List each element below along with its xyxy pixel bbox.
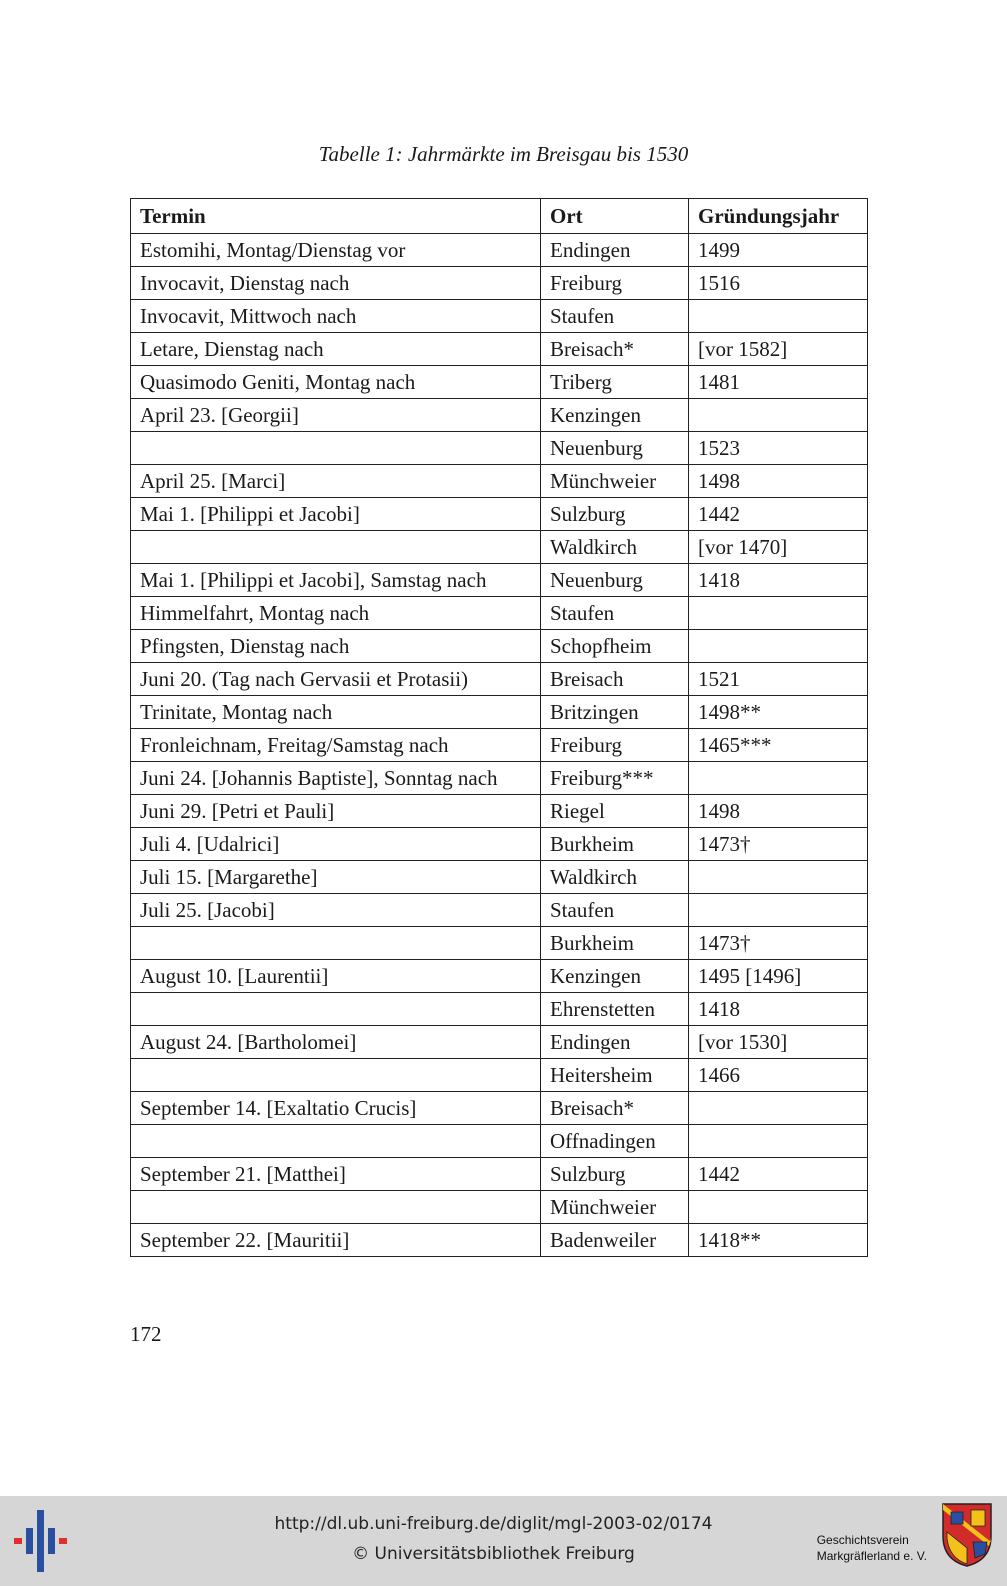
cell-termin: Estomihi, Montag/Dienstag vor bbox=[131, 234, 541, 267]
header-ort: Ort bbox=[541, 199, 689, 234]
cell-ort: Britzingen bbox=[541, 696, 689, 729]
cell-ort: Waldkirch bbox=[541, 861, 689, 894]
header-termin: Termin bbox=[131, 199, 541, 234]
cell-termin bbox=[131, 1059, 541, 1092]
cell-gruendungsjahr: 1418 bbox=[689, 564, 868, 597]
cell-termin: April 25. [Marci] bbox=[131, 465, 541, 498]
table-row bbox=[131, 1191, 868, 1224]
cell-ort: Ehrenstetten bbox=[541, 993, 689, 1026]
table-row bbox=[131, 828, 868, 861]
cell-ort: Endingen bbox=[541, 234, 689, 267]
cell-ort: Neuenburg bbox=[541, 432, 689, 465]
cell-gruendungsjahr: 1523 bbox=[689, 432, 868, 465]
cell-gruendungsjahr bbox=[689, 762, 868, 795]
cell-ort: Breisach* bbox=[541, 1092, 689, 1125]
cell-gruendungsjahr: 1442 bbox=[689, 498, 868, 531]
cell-gruendungsjahr bbox=[689, 300, 868, 333]
table-row bbox=[131, 564, 868, 597]
table-row bbox=[131, 333, 868, 366]
cell-ort: Burkheim bbox=[541, 828, 689, 861]
cell-termin: Pfingsten, Dienstag nach bbox=[131, 630, 541, 663]
table-row bbox=[131, 1059, 868, 1092]
cell-gruendungsjahr: 1516 bbox=[689, 267, 868, 300]
table-row bbox=[131, 630, 868, 663]
cell-termin: September 14. [Exaltatio Crucis] bbox=[131, 1092, 541, 1125]
cell-termin bbox=[131, 993, 541, 1026]
cell-gruendungsjahr: 1466 bbox=[689, 1059, 868, 1092]
table-row bbox=[131, 960, 868, 993]
cell-termin bbox=[131, 432, 541, 465]
cell-ort: Freiburg*** bbox=[541, 762, 689, 795]
cell-ort: Endingen bbox=[541, 1026, 689, 1059]
table-row bbox=[131, 927, 868, 960]
table-row bbox=[131, 762, 868, 795]
table-row bbox=[131, 300, 868, 333]
table-row bbox=[131, 498, 868, 531]
cell-ort: Triberg bbox=[541, 366, 689, 399]
table-row bbox=[131, 267, 868, 300]
table-row bbox=[131, 432, 868, 465]
cell-gruendungsjahr: 1521 bbox=[689, 663, 868, 696]
cell-ort: Badenweiler bbox=[541, 1224, 689, 1257]
cell-termin: Fronleichnam, Freitag/Samstag nach bbox=[131, 729, 541, 762]
cell-ort: Freiburg bbox=[541, 729, 689, 762]
table-row bbox=[131, 993, 868, 1026]
table-body bbox=[131, 234, 868, 1257]
cell-termin: Quasimodo Geniti, Montag nach bbox=[131, 366, 541, 399]
cell-gruendungsjahr: 1498 bbox=[689, 465, 868, 498]
cell-gruendungsjahr bbox=[689, 597, 868, 630]
cell-ort: Sulzburg bbox=[541, 498, 689, 531]
cell-termin: Mai 1. [Philippi et Jacobi], Samstag nach bbox=[131, 564, 541, 597]
cell-termin bbox=[131, 927, 541, 960]
cell-gruendungsjahr: 1473† bbox=[689, 927, 868, 960]
footer-copyright: © Universitätsbibliothek Freiburg bbox=[352, 1544, 635, 1564]
cell-ort: Offnadingen bbox=[541, 1125, 689, 1158]
cell-termin: Himmelfahrt, Montag nach bbox=[131, 597, 541, 630]
table-row bbox=[131, 861, 868, 894]
cell-gruendungsjahr: 1498 bbox=[689, 795, 868, 828]
society-line-2: Markgräflerland e. V. bbox=[816, 1549, 927, 1564]
cell-gruendungsjahr bbox=[689, 1191, 868, 1224]
table-caption: Tabelle 1: Jahrmärkte im Breisgau bis 1530 bbox=[318, 142, 689, 166]
cell-gruendungsjahr: 1473† bbox=[689, 828, 868, 861]
table-row bbox=[131, 1026, 868, 1059]
cell-ort: Breisach* bbox=[541, 333, 689, 366]
cell-gruendungsjahr: 1481 bbox=[689, 366, 868, 399]
table-row bbox=[131, 894, 868, 927]
cell-ort: Sulzburg bbox=[541, 1158, 689, 1191]
table-row bbox=[131, 1125, 868, 1158]
cell-ort: Münchweier bbox=[541, 465, 689, 498]
footer-url[interactable]: http://dl.ub.uni-freiburg.de/diglit/mgl-2003-02/0174 bbox=[274, 1514, 713, 1534]
cell-gruendungsjahr: [vor 1470] bbox=[689, 531, 868, 564]
cell-gruendungsjahr bbox=[689, 399, 868, 432]
cell-ort: Staufen bbox=[541, 300, 689, 333]
cell-termin bbox=[131, 1125, 541, 1158]
footer-bar bbox=[0, 1496, 1007, 1586]
society-name bbox=[817, 1532, 927, 1564]
cell-gruendungsjahr bbox=[689, 1092, 868, 1125]
cell-termin bbox=[131, 531, 541, 564]
cell-ort: Staufen bbox=[541, 894, 689, 927]
cell-termin: Juli 15. [Margarethe] bbox=[131, 861, 541, 894]
cell-ort: Heitersheim bbox=[541, 1059, 689, 1092]
table-row bbox=[131, 1224, 868, 1257]
cell-termin: September 21. [Matthei] bbox=[131, 1158, 541, 1191]
table-header-row bbox=[131, 199, 868, 234]
header-gruendungsjahr: Gründungsjahr bbox=[689, 199, 868, 234]
table-row bbox=[131, 1092, 868, 1125]
cell-termin: Trinitate, Montag nach bbox=[131, 696, 541, 729]
cell-termin: Juni 29. [Petri et Pauli] bbox=[131, 795, 541, 828]
coat-of-arms-icon bbox=[941, 1502, 993, 1568]
cell-gruendungsjahr: 1418** bbox=[689, 1224, 868, 1257]
cell-termin: September 22. [Mauritii] bbox=[131, 1224, 541, 1257]
cell-ort: Riegel bbox=[541, 795, 689, 828]
cell-termin: Juli 4. [Udalrici] bbox=[131, 828, 541, 861]
society-line-1: Geschichtsverein bbox=[816, 1533, 909, 1547]
cell-termin: August 24. [Bartholomei] bbox=[131, 1026, 541, 1059]
cell-gruendungsjahr bbox=[689, 630, 868, 663]
cell-gruendungsjahr: [vor 1530] bbox=[689, 1026, 868, 1059]
cell-termin: Juli 25. [Jacobi] bbox=[131, 894, 541, 927]
cell-ort: Neuenburg bbox=[541, 564, 689, 597]
cell-termin: April 23. [Georgii] bbox=[131, 399, 541, 432]
markets-table bbox=[130, 198, 868, 1257]
cell-ort: Waldkirch bbox=[541, 531, 689, 564]
cell-termin: August 10. [Laurentii] bbox=[131, 960, 541, 993]
cell-gruendungsjahr: 1442 bbox=[689, 1158, 868, 1191]
cell-ort: Münchweier bbox=[541, 1191, 689, 1224]
cell-ort: Staufen bbox=[541, 597, 689, 630]
cell-ort: Kenzingen bbox=[541, 960, 689, 993]
cell-termin bbox=[131, 1191, 541, 1224]
cell-gruendungsjahr: [vor 1582] bbox=[689, 333, 868, 366]
table-row bbox=[131, 366, 868, 399]
cell-gruendungsjahr bbox=[689, 1125, 868, 1158]
cell-gruendungsjahr: 1495 [1496] bbox=[689, 960, 868, 993]
cell-termin: Invocavit, Dienstag nach bbox=[131, 267, 541, 300]
cell-gruendungsjahr bbox=[689, 894, 868, 927]
table-row bbox=[131, 696, 868, 729]
page-number: 172 bbox=[130, 1322, 162, 1346]
table-row bbox=[131, 465, 868, 498]
cell-gruendungsjahr bbox=[689, 861, 868, 894]
cell-ort: Freiburg bbox=[541, 267, 689, 300]
cell-ort: Kenzingen bbox=[541, 399, 689, 432]
table-row bbox=[131, 795, 868, 828]
cell-termin: Letare, Dienstag nach bbox=[131, 333, 541, 366]
table-row bbox=[131, 234, 868, 267]
cell-termin: Invocavit, Mittwoch nach bbox=[131, 300, 541, 333]
cell-termin: Juni 20. (Tag nach Gervasii et Protasii) bbox=[131, 663, 541, 696]
cell-ort: Schopfheim bbox=[541, 630, 689, 663]
cell-gruendungsjahr: 1465*** bbox=[689, 729, 868, 762]
cell-ort: Burkheim bbox=[541, 927, 689, 960]
cell-termin: Mai 1. [Philippi et Jacobi] bbox=[131, 498, 541, 531]
table-row bbox=[131, 663, 868, 696]
table-row bbox=[131, 597, 868, 630]
cell-gruendungsjahr: 1499 bbox=[689, 234, 868, 267]
cell-gruendungsjahr: 1498** bbox=[689, 696, 868, 729]
table-row bbox=[131, 729, 868, 762]
cell-termin: Juni 24. [Johannis Baptiste], Sonntag nach bbox=[131, 762, 541, 795]
table-row bbox=[131, 399, 868, 432]
cell-ort: Breisach bbox=[541, 663, 689, 696]
table-row bbox=[131, 1158, 868, 1191]
cell-gruendungsjahr: 1418 bbox=[689, 993, 868, 1026]
table-row bbox=[131, 531, 868, 564]
